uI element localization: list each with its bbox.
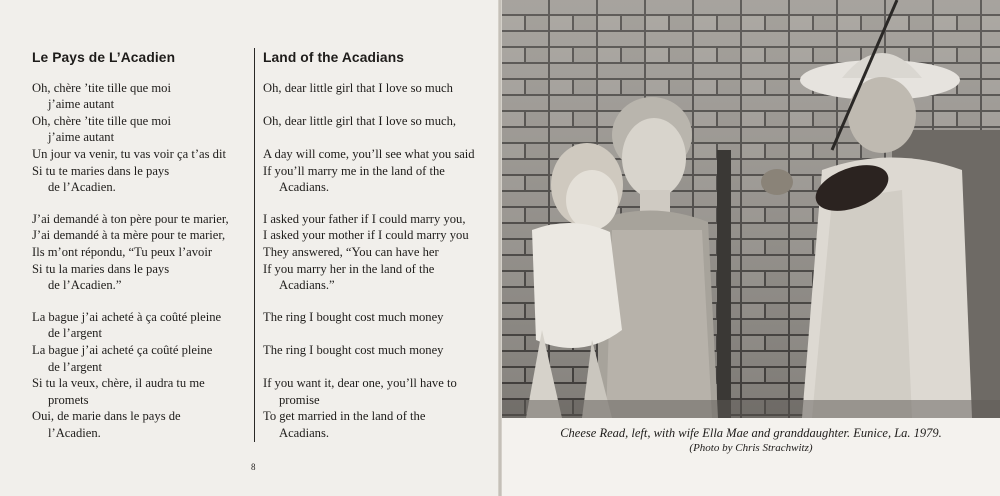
photo-caption [502,426,1000,456]
lyric-line: Oui, de marie dans le pays de [32,409,181,424]
lyric-line: j’aime autant [48,97,115,112]
lyric-line: I asked your mother if I could marry you [263,228,469,243]
photo-illustration [502,0,1000,418]
lyric-line: de l’argent [48,326,102,341]
lyric-line: Si tu te maries dans le pays [32,163,170,178]
lyric-line: J’ai demandé à ton père pour te marier, [32,211,229,226]
lyric-line: They answered, “You can have her [263,244,439,259]
lyric-line [263,325,495,342]
french-stanzas [32,80,250,442]
lyric-line: Si tu la maries dans le pays [32,261,170,276]
lyric-line: If you want it, dear one, you’ll have to [263,376,457,391]
lyric-line: j’aime autant [48,130,115,145]
lyric-line: Acadians. [279,425,330,440]
lyric-line: To get married in the land of the [263,409,426,424]
lyric-line: J’ai demandé à ta mère pour te marier, [32,228,226,243]
caption-text: Cheese Read, left, with wife Ella Mae and granddaughter. Eunice, La. 1979. [560,426,942,440]
lyric-line: If you marry her in the land of the [263,261,435,276]
lyric-line: de l’Acadien.” [48,278,122,293]
lyric-line: Oh, chère ’tite tille que moi [32,113,171,128]
lyric-line: I asked your father if I could marry you, [263,211,466,226]
lyric-line: Si tu la veux, chère, il audra tu me [32,376,205,391]
lyric-line: Acadians. [279,180,330,195]
lyric-line: The ring I bought cost much money [263,342,444,357]
english-stanza [263,80,495,196]
french-stanza [32,211,250,294]
lyric-line: Un jour va venir, tu vas voir ça t’as dit [32,146,226,161]
lyric-line: promets [48,392,89,407]
lyric-line [263,359,495,376]
photo-page [502,0,1000,496]
lyric-line: Oh, chère ’tite tille que moi [32,80,171,95]
lyric-line: Oh, dear little girl that I love so much, [263,113,457,128]
lyric-line: de l’Acadien. [48,180,116,195]
french-stanza [32,80,250,196]
lyric-line: If you’ll marry me in the land of the [263,163,445,178]
french-title: Le Pays de L’Acadien [32,50,176,65]
lyric-line: La bague j’ai acheté à ça coûté pleine [32,309,222,324]
page-number: 8 [251,462,256,472]
english-stanza [263,309,495,442]
lyric-line [263,96,495,113]
column-divider [254,48,255,442]
lyric-line: promise [279,392,320,407]
french-lyrics-column [32,50,250,456]
lyric-line: The ring I bought cost much money [263,309,444,324]
french-stanza [32,309,250,442]
lyric-line: l’Acadien. [48,425,101,440]
lyric-line: Oh, dear little girl that I love so much [263,80,453,95]
lyric-line: Acadians.” [279,278,335,293]
lyric-line: La bague j’ai acheté ça coûté pleine [32,342,213,357]
photo-credit: (Photo by Chris Strachwitz) [689,442,813,454]
lyric-line: A day will come, you’ll see what you said [263,146,475,161]
lyric-line [263,129,495,146]
lyric-line: Ils m’ont répondu, “Tu peux l’avoir [32,244,213,259]
english-lyrics-column [263,50,495,456]
english-stanza [263,211,495,294]
english-stanzas [263,80,495,442]
photograph [502,0,1000,418]
english-title: Land of the Acadians [263,50,405,65]
lyric-line: de l’argent [48,359,102,374]
